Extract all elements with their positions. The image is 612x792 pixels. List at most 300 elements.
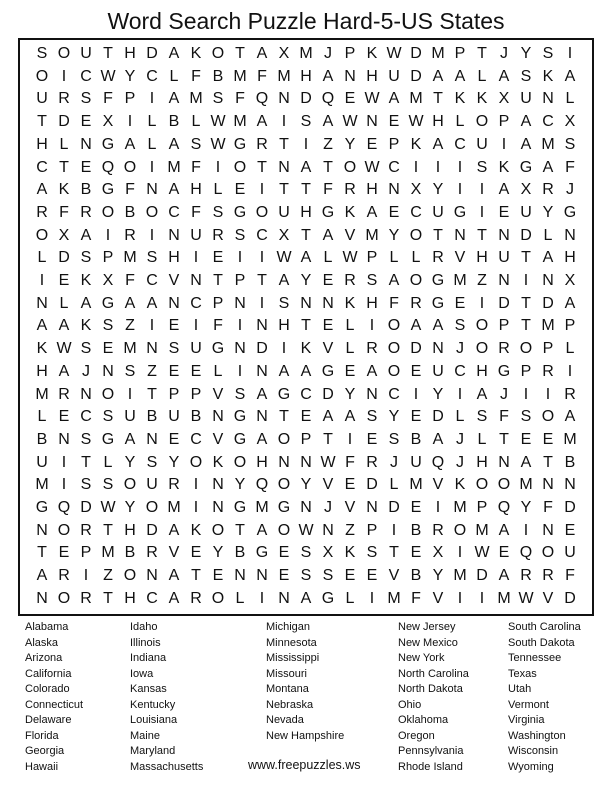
grid-letter[interactable]: G [255,544,269,562]
grid-letter[interactable]: T [521,294,531,312]
grid-letter[interactable]: U [520,203,532,221]
grid-letter[interactable]: P [454,45,466,62]
grid-letter[interactable]: M [35,385,49,403]
grid-letter[interactable]: P [388,135,400,153]
grid-letter[interactable]: V [432,476,444,494]
grid-letter[interactable]: N [256,362,268,380]
grid-letter[interactable]: F [411,589,421,607]
grid-letter[interactable]: K [190,45,202,62]
grid-letter[interactable]: N [278,589,290,607]
grid-letter[interactable]: S [102,476,114,494]
grid-letter[interactable]: I [127,385,133,403]
grid-letter[interactable]: A [498,67,510,85]
grid-letter[interactable]: I [259,589,265,607]
grid-letter[interactable]: O [475,340,489,358]
grid-letter[interactable]: T [279,135,289,153]
grid-letter[interactable]: C [146,272,158,289]
grid-letter[interactable]: A [58,317,70,335]
grid-letter[interactable]: A [366,203,378,221]
grid-letter[interactable]: K [300,340,312,358]
grid-letter[interactable]: K [410,135,422,153]
grid-letter[interactable]: V [454,249,466,267]
grid-letter[interactable]: R [542,181,554,199]
grid-letter[interactable]: I [347,430,353,448]
grid-letter[interactable]: H [168,249,180,267]
grid-letter[interactable]: O [409,226,423,244]
grid-letter[interactable]: I [193,476,199,494]
grid-letter[interactable]: C [80,408,92,426]
grid-letter[interactable]: O [409,272,423,289]
grid-letter[interactable]: I [281,340,287,358]
grid-letter[interactable]: I [457,158,463,176]
grid-letter[interactable]: G [35,499,49,516]
grid-letter[interactable]: Q [431,453,445,471]
grid-letter[interactable]: N [168,294,180,312]
grid-letter[interactable]: M [123,340,137,358]
grid-letter[interactable]: M [167,158,181,176]
grid-letter[interactable]: S [36,45,48,62]
grid-letter[interactable]: A [300,589,312,607]
grid-letter[interactable]: I [127,113,133,131]
grid-letter[interactable]: N [542,90,554,108]
grid-letter[interactable]: J [82,362,90,380]
grid-letter[interactable]: N [36,521,48,539]
grid-letter[interactable]: B [190,408,202,426]
grid-letter[interactable]: C [190,294,202,312]
grid-letter[interactable]: D [542,294,554,312]
grid-letter[interactable]: L [59,294,69,312]
grid-letter[interactable]: D [410,340,422,358]
grid-letter[interactable]: J [456,430,464,448]
grid-letter[interactable]: N [80,385,92,403]
grid-letter[interactable]: E [278,544,290,562]
grid-letter[interactable]: E [410,362,422,380]
grid-letter[interactable]: M [299,45,313,62]
grid-letter[interactable]: W [342,113,358,131]
grid-letter[interactable]: Q [255,476,269,494]
grid-letter[interactable]: R [168,476,180,494]
grid-letter[interactable]: S [80,340,92,358]
grid-letter[interactable]: K [366,45,378,62]
grid-letter[interactable]: C [146,67,158,85]
grid-letter[interactable]: U [388,67,400,85]
grid-letter[interactable]: I [523,521,529,539]
grid-letter[interactable]: Z [147,362,157,380]
grid-letter[interactable]: E [542,430,554,448]
grid-letter[interactable]: D [432,408,444,426]
grid-letter[interactable]: E [190,544,202,562]
grid-letter[interactable]: R [58,90,70,108]
grid-letter[interactable]: G [233,499,247,516]
grid-letter[interactable]: P [102,249,114,267]
grid-letter[interactable]: P [168,385,180,403]
grid-letter[interactable]: L [169,67,179,85]
grid-letter[interactable]: W [210,135,226,153]
grid-letter[interactable]: N [256,408,268,426]
grid-letter[interactable]: M [101,544,115,562]
grid-letter[interactable]: H [300,203,312,221]
grid-letter[interactable]: U [146,476,158,494]
grid-letter[interactable]: N [432,340,444,358]
grid-letter[interactable]: M [519,476,533,494]
grid-letter[interactable]: N [564,226,576,244]
grid-letter[interactable]: I [479,203,485,221]
grid-letter[interactable]: X [410,181,422,199]
grid-letter[interactable]: A [168,521,180,539]
grid-letter[interactable]: N [102,362,114,380]
grid-letter[interactable]: Y [300,272,312,289]
grid-letter[interactable]: A [498,521,510,539]
grid-letter[interactable]: L [37,249,47,267]
grid-letter[interactable]: P [124,90,136,108]
grid-letter[interactable]: T [37,113,47,131]
grid-letter[interactable]: A [36,317,48,335]
grid-letter[interactable]: A [278,362,290,380]
grid-letter[interactable]: T [103,521,113,539]
grid-letter[interactable]: N [256,567,268,585]
grid-letter[interactable]: A [322,226,334,244]
grid-letter[interactable]: U [432,362,444,380]
grid-letter[interactable]: H [476,453,488,471]
grid-letter[interactable]: G [563,203,577,221]
grid-letter[interactable]: N [366,499,378,516]
grid-letter[interactable]: I [479,294,485,312]
grid-letter[interactable]: T [323,158,333,176]
grid-letter[interactable]: E [190,362,202,380]
grid-letter[interactable]: R [212,226,224,244]
grid-letter[interactable]: E [454,294,466,312]
grid-letter[interactable]: T [499,430,509,448]
grid-letter[interactable]: L [389,476,399,494]
grid-letter[interactable]: T [37,544,47,562]
grid-letter[interactable]: V [212,385,224,403]
grid-letter[interactable]: C [300,385,312,403]
grid-letter[interactable]: O [57,521,71,539]
grid-letter[interactable]: O [387,317,401,335]
grid-letter[interactable]: W [518,589,534,607]
grid-letter[interactable]: L [147,113,157,131]
grid-letter[interactable]: M [475,521,489,539]
grid-letter[interactable]: R [36,203,48,221]
grid-letter[interactable]: I [259,294,265,312]
grid-letter[interactable]: O [233,453,247,471]
grid-letter[interactable]: T [433,90,443,108]
grid-letter[interactable]: D [58,113,70,131]
grid-letter[interactable]: I [369,589,375,607]
grid-letter[interactable]: E [498,203,510,221]
grid-letter[interactable]: I [457,544,463,562]
grid-letter[interactable]: W [342,249,358,267]
grid-letter[interactable]: K [58,181,70,199]
grid-letter[interactable]: V [212,430,224,448]
grid-letter[interactable]: C [80,67,92,85]
grid-letter[interactable]: O [453,521,467,539]
grid-letter[interactable]: U [168,408,180,426]
grid-letter[interactable]: R [80,589,92,607]
grid-letter[interactable]: F [103,90,113,108]
grid-letter[interactable]: O [233,158,247,176]
grid-letter[interactable]: X [58,226,70,244]
grid-letter[interactable]: J [390,453,398,471]
grid-letter[interactable]: O [277,430,291,448]
grid-letter[interactable]: N [300,294,312,312]
grid-letter[interactable]: F [565,567,575,585]
grid-letter[interactable]: W [364,90,380,108]
grid-letter[interactable]: Y [234,476,246,494]
grid-letter[interactable]: E [388,113,400,131]
grid-letter[interactable]: A [80,226,92,244]
grid-letter[interactable]: D [520,226,532,244]
grid-letter[interactable]: B [124,544,136,562]
grid-letter[interactable]: I [259,181,265,199]
grid-letter[interactable]: D [322,385,334,403]
grid-letter[interactable]: I [193,249,199,267]
grid-letter[interactable]: A [300,158,312,176]
grid-letter[interactable]: N [146,430,158,448]
grid-letter[interactable]: A [124,430,136,448]
grid-letter[interactable]: C [256,226,268,244]
grid-letter[interactable]: I [149,158,155,176]
grid-letter[interactable]: Y [432,567,444,585]
grid-letter[interactable]: U [432,203,444,221]
grid-letter[interactable]: V [322,476,334,494]
grid-letter[interactable]: O [497,476,511,494]
grid-letter[interactable]: H [190,181,202,199]
grid-letter[interactable]: K [344,203,356,221]
grid-letter[interactable]: E [80,113,92,131]
grid-letter[interactable]: K [542,67,554,85]
grid-letter[interactable]: O [387,362,401,380]
grid-letter[interactable]: Y [124,67,136,85]
grid-letter[interactable]: E [366,135,378,153]
grid-letter[interactable]: O [57,589,71,607]
grid-letter[interactable]: S [80,476,92,494]
grid-letter[interactable]: A [432,430,444,448]
grid-letter[interactable]: I [259,249,265,267]
grid-letter[interactable]: B [212,67,224,85]
grid-letter[interactable]: A [564,294,576,312]
grid-letter[interactable]: A [542,249,554,267]
grid-letter[interactable]: M [233,113,247,131]
grid-letter[interactable]: X [498,90,510,108]
grid-letter[interactable]: R [146,544,158,562]
grid-letter[interactable]: G [101,430,115,448]
grid-letter[interactable]: B [168,113,180,131]
grid-letter[interactable]: M [497,589,511,607]
grid-letter[interactable]: A [168,181,180,199]
grid-letter[interactable]: E [366,567,378,585]
grid-letter[interactable]: J [324,45,332,62]
grid-letter[interactable]: I [391,521,397,539]
grid-letter[interactable]: S [542,45,554,62]
grid-letter[interactable]: E [300,408,312,426]
grid-letter[interactable]: R [564,385,576,403]
grid-letter[interactable]: S [80,430,92,448]
grid-letter[interactable]: D [564,589,576,607]
grid-letter[interactable]: Y [344,385,356,403]
grid-letter[interactable]: A [542,158,554,176]
grid-letter[interactable]: E [564,521,576,539]
grid-letter[interactable]: O [475,317,489,335]
grid-letter[interactable]: I [105,226,111,244]
grid-letter[interactable]: A [168,589,180,607]
grid-letter[interactable]: S [234,226,246,244]
grid-letter[interactable]: M [189,90,203,108]
grid-letter[interactable]: G [233,135,247,153]
grid-letter[interactable]: T [235,45,245,62]
grid-letter[interactable]: T [433,226,443,244]
grid-letter[interactable]: I [435,499,441,516]
grid-letter[interactable]: H [124,589,136,607]
grid-letter[interactable]: I [457,181,463,199]
grid-letter[interactable]: H [366,294,378,312]
grid-letter[interactable]: R [542,567,554,585]
grid-letter[interactable]: Y [520,499,532,516]
grid-letter[interactable]: M [365,226,379,244]
grid-letter[interactable]: V [388,567,400,585]
grid-letter[interactable]: D [410,67,422,85]
grid-letter[interactable]: V [432,589,444,607]
grid-letter[interactable]: O [123,158,137,176]
grid-letter[interactable]: O [343,158,357,176]
grid-letter[interactable]: L [345,340,355,358]
grid-letter[interactable]: I [303,135,309,153]
grid-letter[interactable]: P [212,294,224,312]
grid-letter[interactable]: K [80,272,92,289]
grid-letter[interactable]: A [432,317,444,335]
grid-letter[interactable]: B [80,181,92,199]
grid-letter[interactable]: T [81,453,91,471]
grid-letter[interactable]: J [324,499,332,516]
grid-letter[interactable]: W [100,499,116,516]
grid-letter[interactable]: A [432,67,444,85]
grid-letter[interactable]: S [212,203,224,221]
grid-letter[interactable]: M [541,135,555,153]
grid-letter[interactable]: B [410,521,422,539]
grid-letter[interactable]: U [190,340,202,358]
grid-letter[interactable]: M [167,499,181,516]
grid-letter[interactable]: B [36,430,48,448]
grid-letter[interactable]: O [211,589,225,607]
grid-letter[interactable]: U [476,135,488,153]
grid-letter[interactable]: I [545,385,551,403]
grid-letter[interactable]: Q [57,499,71,516]
grid-letter[interactable]: B [124,203,136,221]
grid-letter[interactable]: H [124,521,136,539]
grid-letter[interactable]: I [61,453,67,471]
grid-letter[interactable]: Q [255,90,269,108]
grid-letter[interactable]: D [366,476,378,494]
grid-letter[interactable]: T [59,158,69,176]
grid-letter[interactable]: Y [388,408,400,426]
grid-letter[interactable]: D [80,499,92,516]
grid-letter[interactable]: T [301,226,311,244]
grid-letter[interactable]: A [388,90,400,108]
grid-letter[interactable]: C [146,589,158,607]
grid-letter[interactable]: O [475,476,489,494]
grid-letter[interactable]: D [300,90,312,108]
grid-letter[interactable]: P [476,499,488,516]
grid-letter[interactable]: D [256,340,268,358]
grid-letter[interactable]: A [168,135,180,153]
grid-letter[interactable]: F [213,317,223,335]
grid-letter[interactable]: N [322,521,334,539]
grid-letter[interactable]: G [321,589,335,607]
grid-letter[interactable]: Z [345,521,355,539]
grid-letter[interactable]: A [476,385,488,403]
grid-letter[interactable]: M [453,272,467,289]
grid-letter[interactable]: V [344,499,356,516]
grid-letter[interactable]: F [389,294,399,312]
grid-letter[interactable]: D [388,499,400,516]
grid-letter[interactable]: A [300,249,312,267]
grid-letter[interactable]: T [477,45,487,62]
grid-letter[interactable]: Y [344,135,356,153]
grid-letter[interactable]: E [278,567,290,585]
grid-letter[interactable]: A [256,385,268,403]
grid-letter[interactable]: T [521,249,531,267]
grid-letter[interactable]: C [454,362,466,380]
grid-letter[interactable]: P [190,385,202,403]
grid-letter[interactable]: F [345,453,355,471]
grid-letter[interactable]: K [36,340,48,358]
grid-letter[interactable]: A [146,294,158,312]
grid-letter[interactable]: M [35,476,49,494]
grid-letter[interactable]: O [255,203,269,221]
grid-letter[interactable]: A [498,567,510,585]
grid-letter[interactable]: R [256,135,268,153]
grid-letter[interactable]: V [322,340,334,358]
grid-letter[interactable]: Y [124,499,136,516]
grid-letter[interactable]: S [102,408,114,426]
grid-letter[interactable]: C [388,385,400,403]
grid-letter[interactable]: H [432,113,444,131]
grid-letter[interactable]: V [168,272,180,289]
grid-letter[interactable]: L [565,90,575,108]
grid-letter[interactable]: I [237,249,243,267]
grid-letter[interactable]: A [124,135,136,153]
grid-letter[interactable]: E [234,181,246,199]
grid-letter[interactable]: S [454,317,466,335]
grid-letter[interactable]: I [237,317,243,335]
grid-letter[interactable]: T [257,158,267,176]
grid-letter[interactable]: P [300,430,312,448]
grid-letter[interactable]: W [210,113,226,131]
grid-letter[interactable]: S [146,453,158,471]
grid-letter[interactable]: O [541,544,555,562]
grid-letter[interactable]: T [279,408,289,426]
grid-letter[interactable]: D [476,567,488,585]
grid-letter[interactable]: M [409,90,423,108]
grid-letter[interactable]: I [457,589,463,607]
grid-letter[interactable]: Q [497,499,511,516]
grid-letter[interactable]: N [168,226,180,244]
grid-letter[interactable]: L [235,589,245,607]
grid-letter[interactable]: L [411,249,421,267]
grid-letter[interactable]: O [387,340,401,358]
grid-letter[interactable]: G [101,294,115,312]
grid-letter[interactable]: S [278,294,290,312]
grid-letter[interactable]: G [101,181,115,199]
grid-letter[interactable]: Q [519,544,533,562]
grid-letter[interactable]: C [542,113,554,131]
grid-letter[interactable]: U [80,45,92,62]
grid-letter[interactable]: T [279,181,289,199]
grid-letter[interactable]: W [364,158,380,176]
grid-letter[interactable]: A [80,294,92,312]
grid-letter[interactable]: F [191,158,201,176]
grid-letter[interactable]: L [323,249,333,267]
